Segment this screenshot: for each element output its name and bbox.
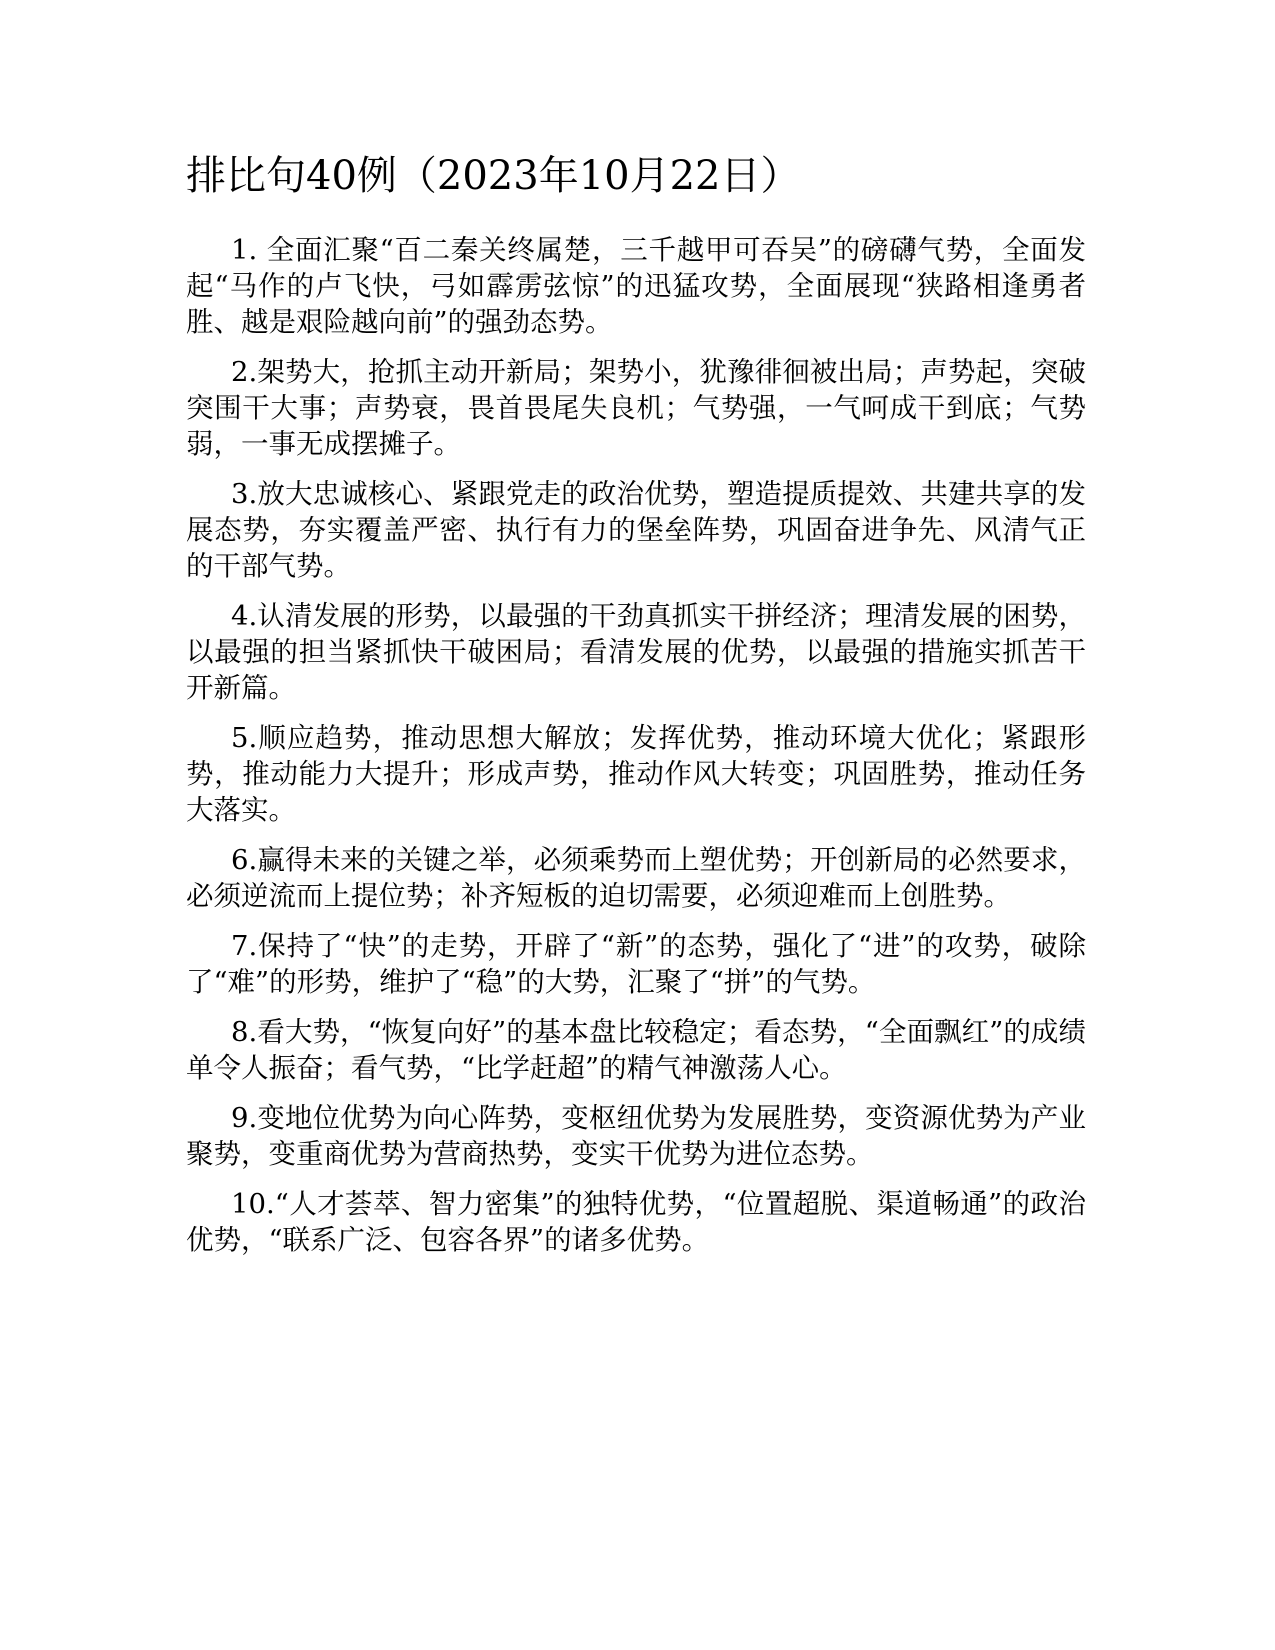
- paragraph-4: 4.认清发展的形势，以最强的干劲真抓实干拼经济；理清发展的困势，以最强的担当紧抓快干破困局；看清发展的优势，以最强的措施实抓苦干开新篇。: [186, 600, 1086, 704]
- document-title: 排比句40例（2023年10月22日）: [186, 153, 801, 199]
- paragraph-8: 8.看大势，“恢复向好”的基本盘比较稳定；看态势，“全面飘红”的成绩单令人振奋；看气势，“比学赶超”的精气神激荡人心。: [186, 1016, 1086, 1084]
- paragraph-7: 7.保持了“快”的走势，开辟了“新”的态势，强化了“进”的攻势，破除了“难”的形势，维护了“稳”的大势，汇聚了“拼”的气势。: [186, 930, 1086, 998]
- paragraph-9: 9.变地位优势为向心阵势，变枢纽优势为发展胜势，变资源优势为产业聚势，变重商优势为营商热势，变实干优势为进位态势。: [186, 1102, 1086, 1170]
- paragraph-2: 2.架势大，抢抓主动开新局；架势小，犹豫徘徊被出局；声势起，突破突围干大事；声势衰，畏首畏尾失良机；气势强，一气呵成干到底；气势弱，一事无成摆摊子。: [186, 356, 1086, 460]
- paragraph-5: 5.顺应趋势，推动思想大解放；发挥优势，推动环境大优化；紧跟形势，推动能力大提升；形成声势，推动作风大转变；巩固胜势，推动任务大落实。: [186, 722, 1086, 826]
- document-page: [186, 150, 1086, 1272]
- paragraph-3: 3.放大忠诚核心、紧跟党走的政治优势，塑造提质提效、共建共享的发展态势，夯实覆盖严密、执行有力的堡垒阵势，巩固奋进争先、风清气正的干部气势。: [186, 478, 1086, 582]
- paragraph-6: 6.赢得未来的关键之举，必须乘势而上塑优势；开创新局的必然要求，必须逆流而上提位势；补齐短板的迫切需要，必须迎难而上创胜势。: [186, 844, 1086, 912]
- paragraph-1: 1. 全面汇聚“百二秦关终属楚，三千越甲可吞吴”的磅礴气势，全面发起“马作的卢飞快，弓如霹雳弦惊”的迅猛攻势，全面展现“狭路相逢勇者胜、越是艰险越向前”的强劲态势。: [186, 234, 1086, 338]
- paragraph-10: 10.“人才荟萃、智力密集”的独特优势，“位置超脱、渠道畅通”的政治优势，“联系广泛、包容各界”的诸多优势。: [186, 1188, 1086, 1256]
